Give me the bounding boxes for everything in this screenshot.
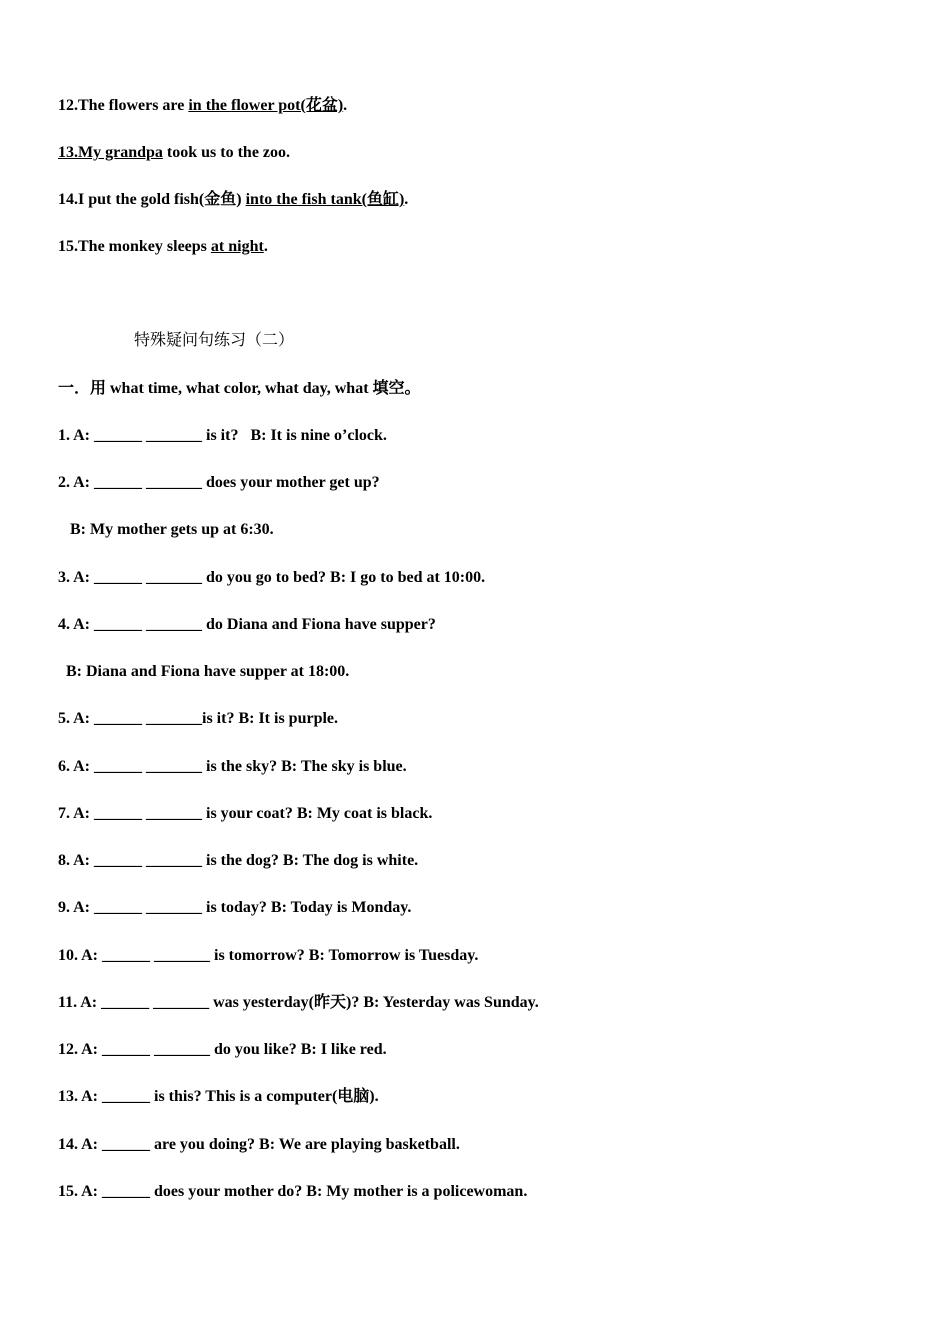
question-7: 7. A: ______ _______ is your coat? B: My coat is black.	[58, 805, 433, 822]
answer-4: B: Diana and Fiona have supper at 18:00.	[66, 663, 350, 680]
exercise-15-underlined: at night	[210, 238, 264, 255]
question-14: 14. A: ______ are you doing? B: We are playing basketball.	[58, 1136, 460, 1153]
question-2: 2. A: ______ _______ does your mother get up?	[58, 474, 380, 491]
exercise-12-end: .	[343, 97, 348, 114]
exercise-13	[58, 143, 290, 163]
exercise-13-underlined: 13.My grandpa	[58, 144, 163, 161]
question-13: 13. A: ______ is this? This is a computer(电脑).	[58, 1088, 379, 1105]
answer-2: B: My mother gets up at 6:30.	[70, 521, 274, 538]
question-4: 4. A: ______ _______ do Diana and Fiona have supper?	[58, 616, 436, 633]
exercise-15-text: 15.The monkey sleeps	[58, 238, 211, 255]
question-9: 9. A: ______ _______ is today? B: Today is Monday.	[58, 899, 412, 916]
exercise-12-underlined: in the flower pot(花盆)	[188, 97, 344, 114]
section-title: 特殊疑问句练习（二）	[134, 332, 295, 349]
exercise-14-end: .	[404, 191, 409, 208]
question-12: 12. A: ______ _______ do you like? B: I like red.	[58, 1041, 387, 1058]
exercise-12-text: 12.The flowers are	[58, 97, 189, 114]
question-8: 8. A: ______ _______ is the dog? B: The dog is white.	[58, 852, 419, 869]
question-6: 6. A: ______ _______ is the sky? B: The sky is blue.	[58, 758, 407, 775]
section-instruction: 一．用 what time, what color, what day, what 填空。	[58, 380, 421, 397]
question-15: 15. A: ______ does your mother do? B: My mother is a policewoman.	[58, 1183, 528, 1200]
question-10: 10. A: ______ _______ is tomorrow? B: Tomorrow is Tuesday.	[58, 947, 479, 964]
question-1: 1. A: ______ _______ is it? B: It is nine o’clock.	[58, 427, 387, 444]
exercise-14-text: 14.I put the gold fish(金鱼)	[58, 191, 246, 208]
exercise-15	[58, 237, 268, 257]
exercise-13-text: took us to the zoo.	[162, 144, 291, 161]
exercise-12	[58, 96, 347, 116]
question-5: 5. A: ______ _______is it? B: It is purple.	[58, 710, 339, 727]
exercise-15-end: .	[263, 238, 268, 255]
exercise-14-underlined: into the fish tank(鱼缸)	[245, 191, 405, 208]
question-3: 3. A: ______ _______ do you go to bed? B: I go to bed at 10:00.	[58, 569, 486, 586]
question-11: 11. A: ______ _______ was yesterday(昨天)? B: Yesterday was Sunday.	[58, 994, 539, 1011]
exercise-14	[58, 190, 408, 210]
